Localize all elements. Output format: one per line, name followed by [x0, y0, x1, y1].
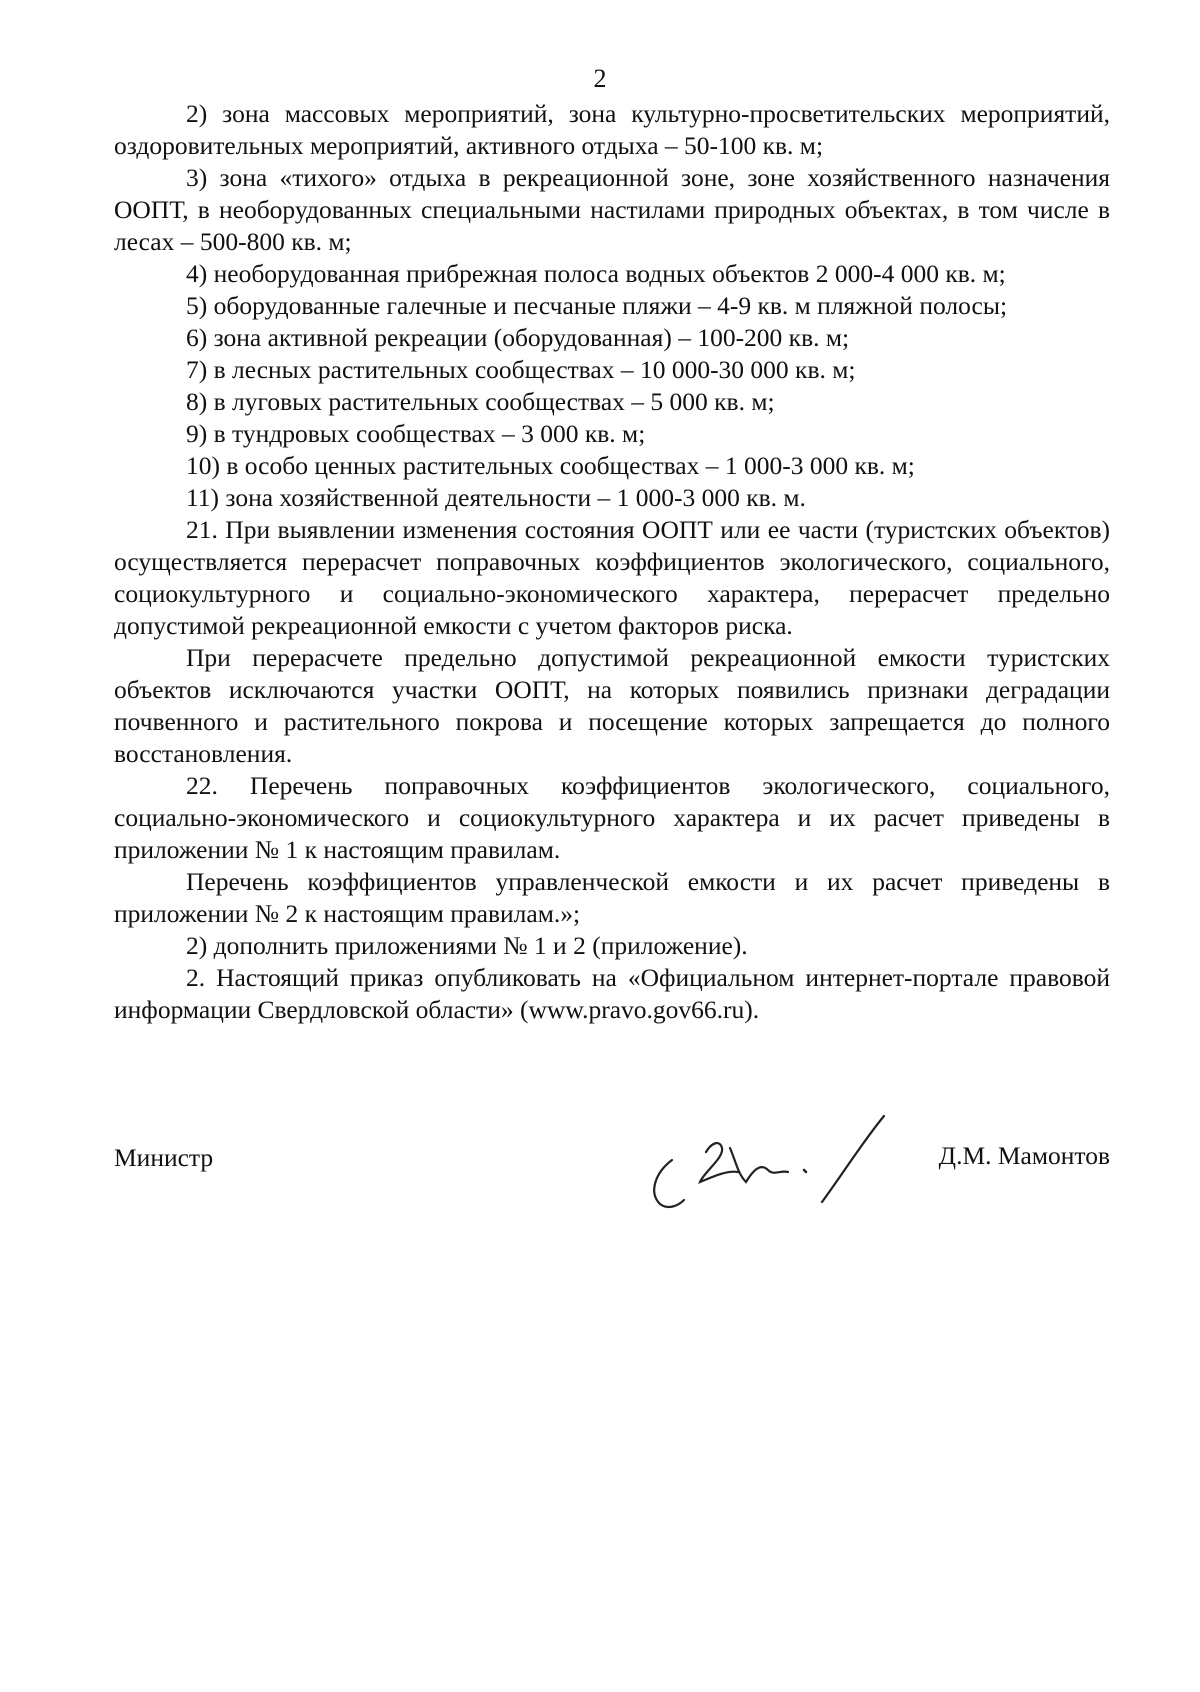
paragraph: 4) необорудованная прибрежная полоса водных объектов 2 000-4 000 кв. м; — [186, 259, 1006, 288]
paragraph: 5) оборудованные галечные и песчаные пляжи – 4-9 кв. м пляжной полосы; — [186, 291, 1008, 320]
paragraph: Перечень коэффициентов управленческой емкости и их расчет приведены в приложении № 2 к настоящим правилам.»; — [114, 867, 1110, 928]
signer-title: Министр — [114, 1143, 214, 1172]
paragraph: 2) зона массовых мероприятий, зона культурно-просветительских мероприятий, оздоровительных мероприятий, активного отдыха – 50-100 кв. м; — [114, 99, 1110, 160]
paragraph: При перерасчете предельно допустимой рекреационной емкости туристских объектов исключаются участки ООПТ, на которых появились признаки деградации почвенного и растительного покрова и посещение которых запрещается до полного восстановления. — [114, 643, 1110, 768]
paragraph: 9) в тундровых сообществах – 3 000 кв. м; — [186, 419, 646, 448]
paragraph: 21. При выявлении изменения состояния ООПТ или ее части (туристских объектов) осуществляется перерасчет поправочных коэффициентов экологического, социального, социокультурного и социально-экономического характера, перерасчет предельно допустимой рекреационной емкости с учетом факторов риска. — [114, 515, 1110, 640]
paragraph: 2) дополнить приложениями № 1 и 2 (приложение). — [186, 931, 748, 960]
paragraph: 6) зона активной рекреации (оборудованная) – 100-200 кв. м; — [186, 323, 850, 352]
page-number: 2 — [593, 64, 607, 93]
document-body — [114, 98, 1110, 1026]
paragraph: 22. Перечень поправочных коэффициентов экологического, социального, социально-экономического и социокультурного характера и их расчет приведены в приложении № 1 к настоящим правилам. — [114, 771, 1110, 864]
handwritten-signature — [634, 1100, 894, 1220]
paragraph: 7) в лесных растительных сообществах – 10 000-30 000 кв. м; — [186, 355, 856, 384]
signature-block — [114, 1120, 1110, 1230]
paragraph: 3) зона «тихого» отдыха в рекреационной зоне, зоне хозяйственного назначения ООПТ, в необорудованных специальными настилами природных объектах, в том числе в лесах – 500-800 кв. м; — [114, 163, 1110, 256]
paragraph: 10) в особо ценных растительных сообществах – 1 000-3 000 кв. м; — [186, 451, 915, 480]
paragraph: 11) зона хозяйственной деятельности – 1 000-3 000 кв. м. — [186, 483, 806, 512]
paragraph: 8) в луговых растительных сообществах – 5 000 кв. м; — [186, 387, 775, 416]
signer-name: Д.М. Мамонтов — [938, 1141, 1110, 1170]
paragraph: 2. Настоящий приказ опубликовать на «Официальном интернет-портале правовой информации Свердловской области» (www.pravo.gov66.ru). — [114, 963, 1110, 1024]
